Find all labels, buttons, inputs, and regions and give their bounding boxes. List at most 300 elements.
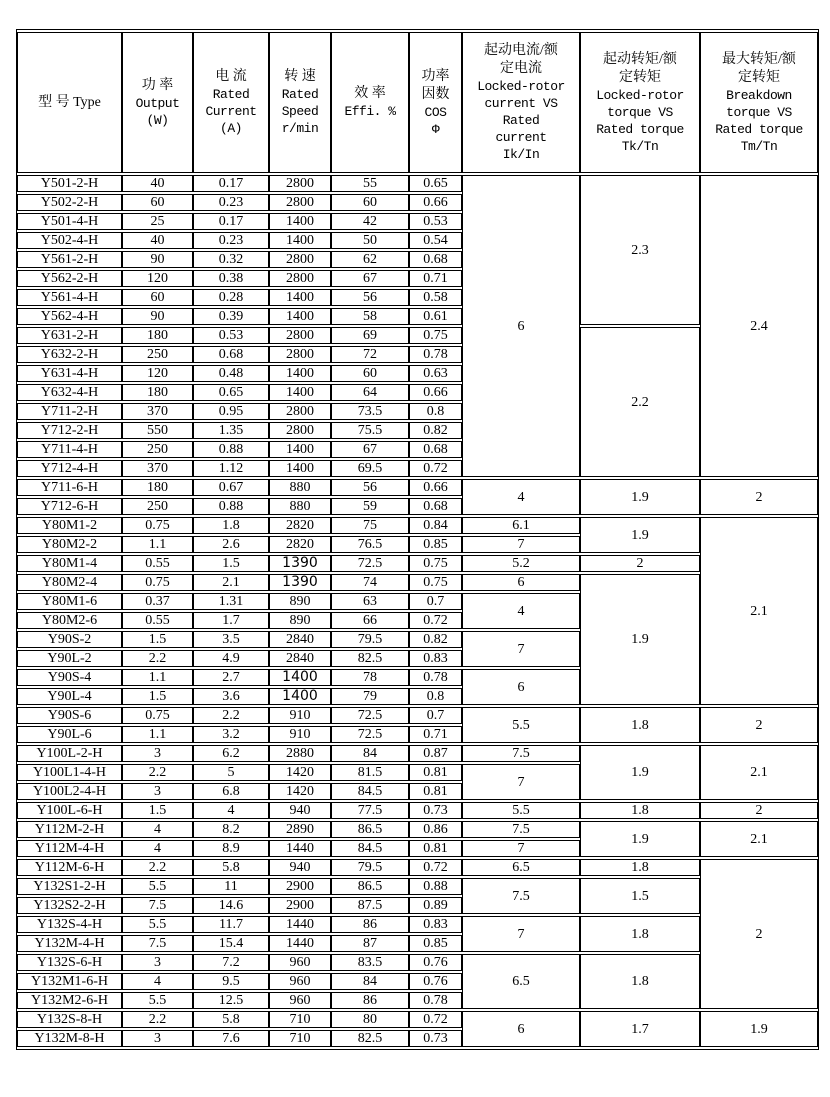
cell-rated-current: 15.4 [193,935,269,952]
cell-power-factor: 0.66 [409,479,462,496]
cell-power-factor: 0.84 [409,517,462,534]
cell-type: Y90L-4 [17,688,122,705]
header-line: current VS [484,96,558,111]
cell-efficiency: 66 [331,612,409,629]
cell-rated-speed: 960 [269,992,331,1009]
cell-type: Y90S-6 [17,707,122,724]
cell-tk-tn: 1.9 [580,479,700,515]
cell-ik-in: 7 [462,840,580,857]
header-line: Effi. % [344,104,396,119]
cell-type: Y112M-2-H [17,821,122,838]
table-row [17,574,818,591]
cell-power-factor: 0.75 [409,327,462,344]
cell-ik-in: 6.1 [462,517,580,534]
cell-type: Y80M1-6 [17,593,122,610]
column-header-efficiency [331,32,409,173]
cell-type: Y132S2-2-H [17,897,122,914]
cell-rated-speed: 1400 [269,669,331,686]
table-row [17,555,818,572]
cell-rated-current: 0.88 [193,498,269,515]
cell-output: 1.5 [122,631,193,648]
cell-efficiency: 67 [331,441,409,458]
cell-efficiency: 82.5 [331,1030,409,1047]
cell-type: Y100L2-4-H [17,783,122,800]
cell-efficiency: 78 [331,669,409,686]
cell-efficiency: 86 [331,916,409,933]
cell-efficiency: 86.5 [331,821,409,838]
cell-output: 1.1 [122,726,193,743]
cell-tk-tn: 1.9 [580,517,700,553]
cell-rated-speed: 890 [269,612,331,629]
cell-tk-tn: 2.3 [580,175,700,325]
table-body [17,175,818,1047]
cell-power-factor: 0.71 [409,726,462,743]
cell-output: 3 [122,1030,193,1047]
cell-rated-current: 0.23 [193,194,269,211]
cell-type: Y712-6-H [17,498,122,515]
cell-rated-speed: 2900 [269,897,331,914]
cell-ik-in: 6 [462,1011,580,1047]
cell-rated-speed: 1440 [269,916,331,933]
cell-type: Y712-2-H [17,422,122,439]
cell-rated-speed: 2800 [269,175,331,192]
header-line: Rated [212,87,250,102]
cell-output: 60 [122,289,193,306]
header-line: Locked-rotor [596,87,684,103]
cell-type: Y132M-4-H [17,935,122,952]
table-row [17,859,818,876]
cell-output: 0.75 [122,707,193,724]
cell-rated-speed: 1400 [269,441,331,458]
cell-type: Y562-2-H [17,270,122,287]
cell-power-factor: 0.72 [409,1011,462,1028]
cell-output: 1.1 [122,536,193,553]
cell-output: 5.5 [122,916,193,933]
cell-output: 2.2 [122,650,193,667]
cell-rated-current: 9.5 [193,973,269,990]
cell-output: 90 [122,308,193,325]
cell-ik-in: 6 [462,574,580,591]
cell-tm-tn: 1.9 [700,1011,818,1047]
cell-efficiency: 67 [331,270,409,287]
cell-rated-current: 1.7 [193,612,269,629]
cell-type: Y132S-8-H [17,1011,122,1028]
header-line: 型 号 Type [38,94,101,110]
table-row [17,745,818,762]
cell-ik-in: 7 [462,536,580,553]
cell-power-factor: 0.75 [409,574,462,591]
cell-efficiency: 69.5 [331,460,409,477]
cell-type: Y90L-2 [17,650,122,667]
cell-type: Y100L-2-H [17,745,122,762]
cell-rated-current: 0.32 [193,251,269,268]
cell-type: Y100L1-4-H [17,764,122,781]
cell-type: Y132S1-2-H [17,878,122,895]
cell-output: 2.2 [122,1011,193,1028]
cell-output: 0.75 [122,517,193,534]
table-row [17,175,818,192]
cell-rated-speed: 2820 [269,517,331,534]
cell-rated-current: 0.17 [193,175,269,192]
cell-efficiency: 82.5 [331,650,409,667]
cell-efficiency: 63 [331,593,409,610]
column-header-locked-rotor-current-ratio [462,32,580,173]
cell-rated-current: 0.48 [193,365,269,382]
cell-efficiency: 64 [331,384,409,401]
cell-efficiency: 60 [331,194,409,211]
cell-efficiency: 56 [331,289,409,306]
header-line: current [495,130,547,145]
cell-efficiency: 50 [331,232,409,249]
cell-rated-speed: 910 [269,707,331,724]
cell-power-factor: 0.82 [409,631,462,648]
cell-rated-speed: 2800 [269,270,331,287]
cell-power-factor: 0.78 [409,669,462,686]
cell-type: Y112M-6-H [17,859,122,876]
cell-tm-tn: 2 [700,707,818,743]
cell-output: 180 [122,479,193,496]
table-row [17,821,818,838]
cell-tk-tn: 2.2 [580,327,700,477]
column-header-rated-speed [269,32,331,173]
cell-output: 3 [122,954,193,971]
cell-power-factor: 0.86 [409,821,462,838]
cell-efficiency: 86 [331,992,409,1009]
cell-type: Y90S-2 [17,631,122,648]
cell-rated-current: 0.88 [193,441,269,458]
cell-rated-speed: 2800 [269,194,331,211]
cell-tk-tn: 1.9 [580,574,700,705]
table-header [17,32,818,173]
cell-rated-speed: 880 [269,498,331,515]
cell-power-factor: 0.89 [409,897,462,914]
cell-rated-current: 0.53 [193,327,269,344]
cell-type: Y80M1-2 [17,517,122,534]
cell-rated-speed: 1390 [269,574,331,591]
cell-efficiency: 80 [331,1011,409,1028]
cell-power-factor: 0.8 [409,403,462,420]
cell-output: 250 [122,441,193,458]
table-row [17,517,818,534]
motor-spec-table [17,30,818,1049]
cell-ik-in: 4 [462,593,580,629]
cell-output: 180 [122,327,193,344]
cell-rated-current: 3.6 [193,688,269,705]
cell-efficiency: 77.5 [331,802,409,819]
cell-efficiency: 83.5 [331,954,409,971]
cell-rated-current: 1.35 [193,422,269,439]
cell-tk-tn: 1.9 [580,821,700,857]
cell-rated-speed: 1400 [269,460,331,477]
cell-efficiency: 42 [331,213,409,230]
cell-rated-current: 5 [193,764,269,781]
cell-power-factor: 0.54 [409,232,462,249]
cell-power-factor: 0.68 [409,441,462,458]
cell-tk-tn: 1.8 [580,802,700,819]
cell-rated-speed: 2800 [269,327,331,344]
cell-power-factor: 0.72 [409,612,462,629]
cell-power-factor: 0.63 [409,365,462,382]
cell-rated-speed: 2900 [269,878,331,895]
cell-rated-current: 12.5 [193,992,269,1009]
cell-power-factor: 0.7 [409,707,462,724]
cell-output: 550 [122,422,193,439]
cell-efficiency: 62 [331,251,409,268]
header-line: 最大转矩/额 [722,51,796,67]
cell-type: Y632-4-H [17,384,122,401]
cell-rated-current: 1.5 [193,555,269,572]
cell-efficiency: 72.5 [331,726,409,743]
cell-efficiency: 84.5 [331,840,409,857]
cell-tk-tn: 2 [580,555,700,572]
cell-power-factor: 0.83 [409,916,462,933]
cell-power-factor: 0.8 [409,688,462,705]
table-row [17,1011,818,1028]
cell-rated-current: 3.2 [193,726,269,743]
cell-output: 90 [122,251,193,268]
cell-tm-tn: 2 [700,859,818,1009]
cell-rated-speed: 2800 [269,251,331,268]
cell-rated-current: 4 [193,802,269,819]
cell-type: Y90S-4 [17,669,122,686]
cell-rated-current: 7.6 [193,1030,269,1047]
cell-power-factor: 0.76 [409,973,462,990]
cell-rated-current: 0.39 [193,308,269,325]
cell-tk-tn: 1.8 [580,916,700,952]
cell-type: Y132S-4-H [17,916,122,933]
cell-ik-in: 7 [462,764,580,800]
cell-type: Y711-2-H [17,403,122,420]
header-line: 效 率 [354,86,386,101]
header-line: Rated [281,87,319,102]
cell-power-factor: 0.7 [409,593,462,610]
cell-power-factor: 0.82 [409,422,462,439]
cell-power-factor: 0.66 [409,384,462,401]
cell-efficiency: 84.5 [331,783,409,800]
cell-output: 120 [122,365,193,382]
column-header-output [122,32,193,173]
cell-type: Y132M1-6-H [17,973,122,990]
cell-efficiency: 76.5 [331,536,409,553]
cell-output: 40 [122,232,193,249]
cell-output: 120 [122,270,193,287]
cell-ik-in: 7.5 [462,821,580,838]
cell-rated-current: 11 [193,878,269,895]
column-header-rated-current [193,32,269,173]
cell-efficiency: 84 [331,745,409,762]
cell-tk-tn: 1.5 [580,878,700,914]
cell-rated-speed: 1400 [269,688,331,705]
cell-type: Y501-4-H [17,213,122,230]
cell-rated-speed: 1400 [269,289,331,306]
cell-rated-current: 0.68 [193,346,269,363]
header-line: Tk/Tn [621,138,659,154]
header-line: Φ [431,121,440,137]
header-line: 电 流 [215,69,247,84]
cell-efficiency: 79.5 [331,631,409,648]
cell-output: 4 [122,821,193,838]
header-line: Breakdown [726,87,792,103]
cell-type: Y112M-4-H [17,840,122,857]
cell-rated-speed: 710 [269,1011,331,1028]
cell-ik-in: 4 [462,479,580,515]
cell-ik-in: 7.5 [462,878,580,914]
cell-tk-tn: 1.8 [580,954,700,1009]
cell-ik-in: 6.5 [462,859,580,876]
cell-rated-speed: 2880 [269,745,331,762]
cell-type: Y80M2-2 [17,536,122,553]
header-line: Tm/Tn [740,138,778,154]
cell-power-factor: 0.78 [409,346,462,363]
cell-rated-speed: 2800 [269,403,331,420]
cell-tk-tn: 1.8 [580,707,700,743]
cell-rated-current: 0.67 [193,479,269,496]
cell-efficiency: 72.5 [331,555,409,572]
table-row [17,327,818,344]
cell-rated-current: 1.12 [193,460,269,477]
cell-efficiency: 58 [331,308,409,325]
cell-type: Y712-4-H [17,460,122,477]
column-header-breakdown-torque-ratio [700,32,818,173]
header-line: Speed [281,104,319,119]
cell-rated-speed: 880 [269,479,331,496]
header-line: 定转矩 [738,69,780,85]
cell-power-factor: 0.68 [409,251,462,268]
cell-tm-tn: 2.4 [700,175,818,477]
cell-type: Y561-2-H [17,251,122,268]
cell-rated-current: 0.17 [193,213,269,230]
cell-output: 0.55 [122,612,193,629]
cell-ik-in: 6.5 [462,954,580,1009]
cell-efficiency: 86.5 [331,878,409,895]
header-line: 定转矩 [619,69,661,85]
cell-power-factor: 0.65 [409,175,462,192]
column-header-locked-rotor-torque-ratio [580,32,700,173]
cell-output: 1.5 [122,688,193,705]
table-row [17,954,818,971]
header-line: Rated [502,113,540,128]
cell-power-factor: 0.75 [409,555,462,572]
cell-type: Y132M-8-H [17,1030,122,1047]
cell-efficiency: 72.5 [331,707,409,724]
cell-output: 4 [122,973,193,990]
cell-output: 370 [122,403,193,420]
cell-output: 25 [122,213,193,230]
cell-rated-speed: 2840 [269,650,331,667]
cell-ik-in: 5.2 [462,555,580,572]
cell-rated-current: 0.38 [193,270,269,287]
cell-rated-speed: 2820 [269,536,331,553]
cell-type: Y80M2-6 [17,612,122,629]
cell-efficiency: 75 [331,517,409,534]
cell-rated-current: 6.8 [193,783,269,800]
cell-power-factor: 0.87 [409,745,462,762]
header-line: r/min [281,121,319,136]
cell-power-factor: 0.76 [409,954,462,971]
cell-output: 250 [122,498,193,515]
header-line: Ik/In [502,147,540,162]
header-line: Rated torque [596,121,684,137]
header-line: (A) [220,121,242,136]
header-line: 因数 [421,86,450,102]
cell-rated-speed: 2800 [269,422,331,439]
cell-output: 4 [122,840,193,857]
cell-efficiency: 87 [331,935,409,952]
cell-output: 0.75 [122,574,193,591]
header-line: 起动电流/额 [484,43,558,58]
cell-rated-speed: 2800 [269,346,331,363]
cell-rated-current: 4.9 [193,650,269,667]
cell-tm-tn: 2 [700,802,818,819]
cell-output: 180 [122,384,193,401]
cell-type: Y562-4-H [17,308,122,325]
cell-type: Y631-2-H [17,327,122,344]
cell-efficiency: 74 [331,574,409,591]
table-row [17,878,818,895]
cell-rated-current: 8.2 [193,821,269,838]
cell-power-factor: 0.73 [409,1030,462,1047]
cell-rated-speed: 1420 [269,764,331,781]
cell-efficiency: 84 [331,973,409,990]
header-line: (W) [146,112,169,128]
cell-rated-current: 5.8 [193,1011,269,1028]
cell-rated-speed: 1400 [269,232,331,249]
header-line: 功 率 [141,77,174,93]
cell-efficiency: 81.5 [331,764,409,781]
cell-rated-speed: 960 [269,973,331,990]
cell-efficiency: 75.5 [331,422,409,439]
column-header-power-factor [409,32,462,173]
cell-power-factor: 0.72 [409,460,462,477]
cell-type: Y501-2-H [17,175,122,192]
cell-efficiency: 79 [331,688,409,705]
cell-rated-speed: 960 [269,954,331,971]
cell-efficiency: 59 [331,498,409,515]
cell-type: Y502-4-H [17,232,122,249]
header-line: torque VS [607,104,673,120]
cell-rated-current: 0.65 [193,384,269,401]
cell-power-factor: 0.81 [409,840,462,857]
cell-power-factor: 0.88 [409,878,462,895]
cell-efficiency: 56 [331,479,409,496]
cell-efficiency: 60 [331,365,409,382]
cell-output: 7.5 [122,935,193,952]
cell-power-factor: 0.58 [409,289,462,306]
cell-rated-speed: 910 [269,726,331,743]
cell-output: 7.5 [122,897,193,914]
cell-rated-current: 0.23 [193,232,269,249]
cell-rated-current: 8.9 [193,840,269,857]
column-header-type [17,32,122,173]
cell-ik-in: 6 [462,669,580,705]
cell-output: 3 [122,783,193,800]
cell-rated-current: 0.95 [193,403,269,420]
cell-type: Y632-2-H [17,346,122,363]
cell-ik-in: 7 [462,631,580,667]
cell-efficiency: 73.5 [331,403,409,420]
cell-output: 1.1 [122,669,193,686]
cell-rated-current: 2.7 [193,669,269,686]
cell-tm-tn: 2.1 [700,745,818,800]
cell-rated-speed: 1400 [269,308,331,325]
cell-rated-speed: 940 [269,859,331,876]
cell-rated-current: 2.1 [193,574,269,591]
cell-ik-in: 6 [462,175,580,477]
cell-output: 60 [122,194,193,211]
cell-tm-tn: 2 [700,479,818,515]
cell-output: 0.55 [122,555,193,572]
cell-type: Y711-4-H [17,441,122,458]
